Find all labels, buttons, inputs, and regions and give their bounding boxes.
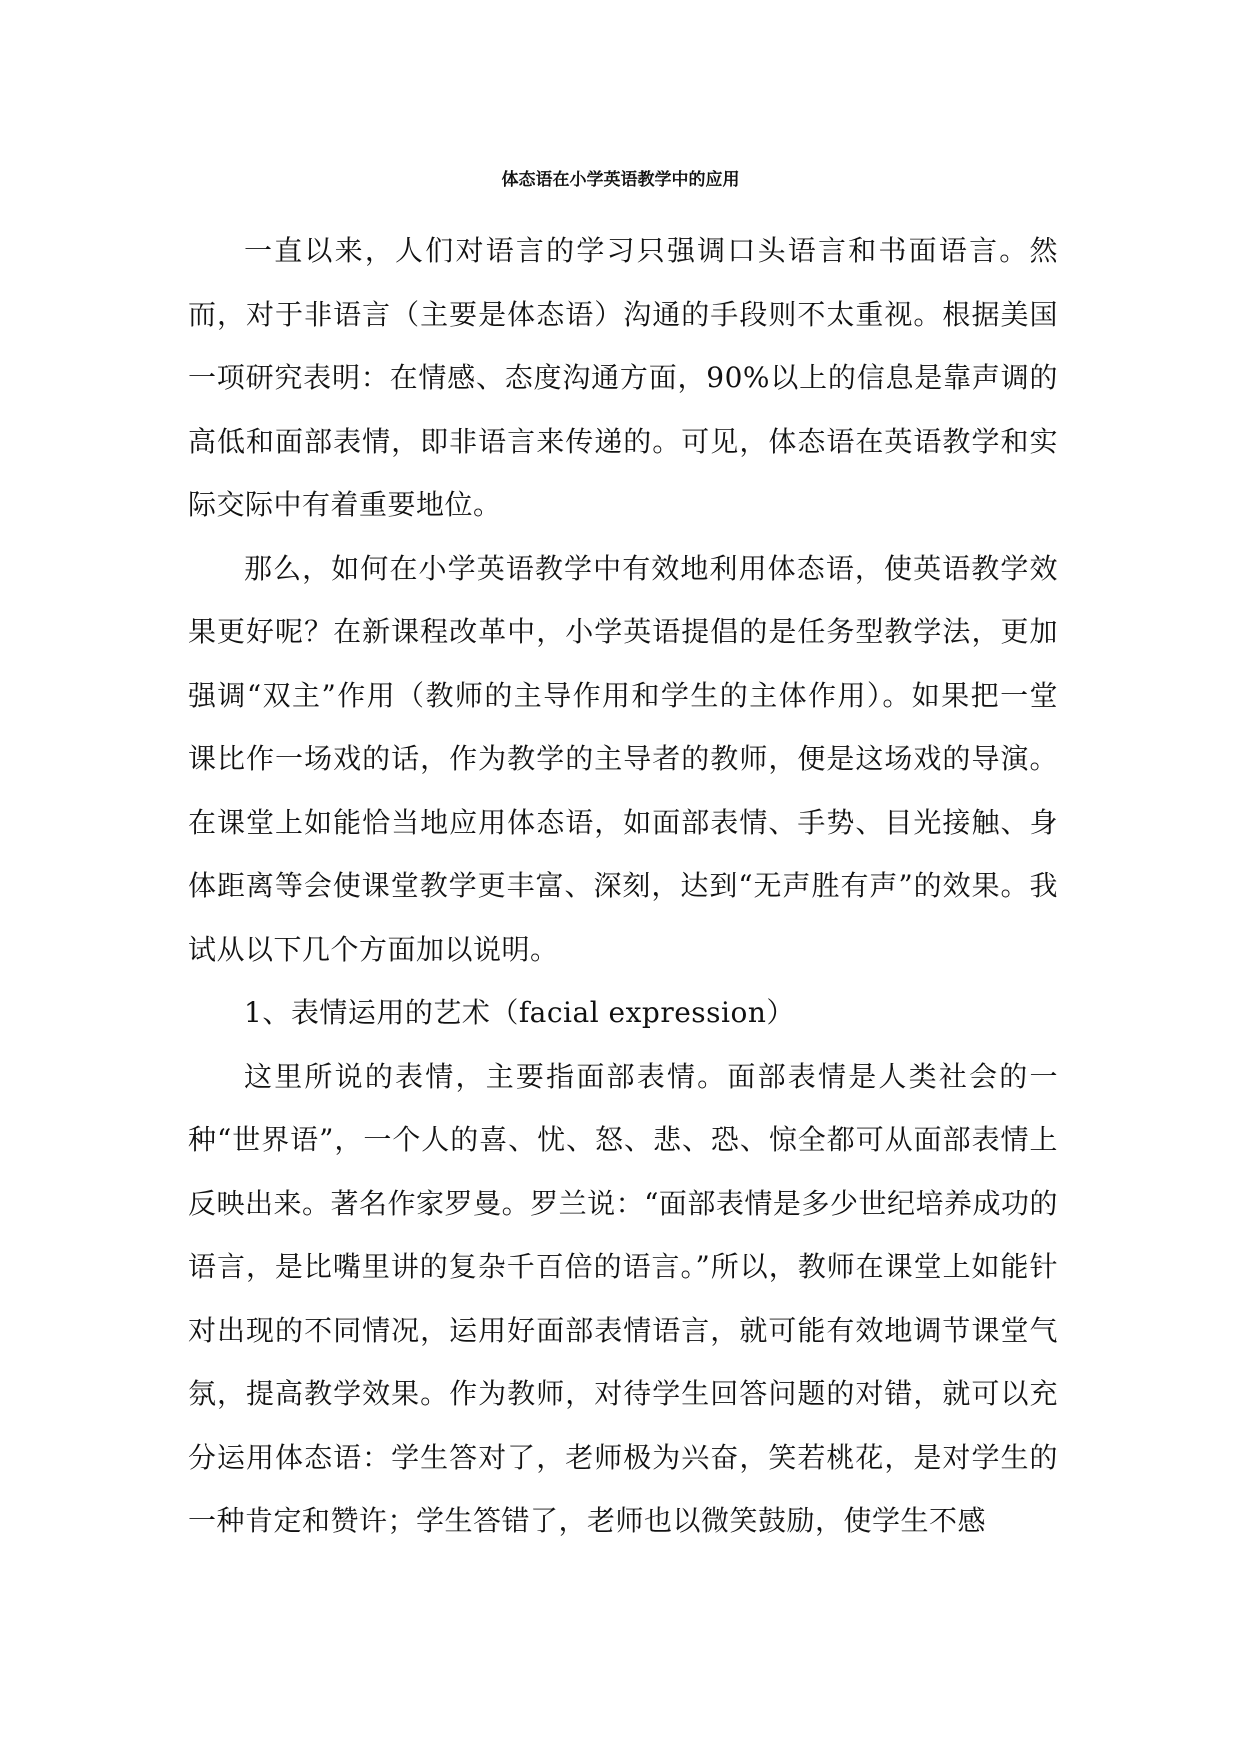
paragraph-facial-expression: 这里所说的表情，主要指面部表情。面部表情是人类社会的一种“世界语”，一个人的喜、忧、怒、悲、恐、惊全都可从面部表情上反映出来。著名作家罗曼。罗兰说：“面部表情是多少世纪培养成功的语言，是比嘴里讲的复杂千百倍的语言。”所以，教师在课堂上如能针对出现的不同情况，运用好面部表情语言，就可能有效地调节课堂气氛，提高教学效果。作为教师，对待学生回答问题的对错，就可以充分运用体态语：学生答对了，老师极为兴奋，笑若桃花，是对学生的一种肯定和赞许；学生答错了，老师也以微笑鼓励，使学生不感	[188, 1059, 1058, 1537]
section-heading-facial-expression: 1、表情运用的艺术（facial expression）	[244, 996, 795, 1029]
page-title: 体态语在小学英语教学中的应用	[501, 170, 740, 190]
paragraph-intro: 一直以来，人们对语言的学习只强调口头语言和书面语言。然而，对于非语言（主要是体态语）沟通的手段则不太重视。根据美国一项研究表明：在情感、态度沟通方面，90%以上的信息是靠声调的高低和面部表情，即非语言来传递的。可见，体态语在英语教学和实际交际中有着重要地位。	[188, 234, 1058, 521]
paragraph-approach: 那么，如何在小学英语教学中有效地利用体态语，使英语教学效果更好呢？在新课程改革中，小学英语提倡的是任务型教学法，更加强调“双主”作用（教师的主导作用和学生的主体作用）。如果把一堂课比作一场戏的话，作为教学的主导者的教师，便是这场戏的导演。在课堂上如能恰当地应用体态语，如面部表情、手势、目光接触、身体距离等会使课堂教学更丰富、深刻，达到“无声胜有声”的效果。我试从以下几个方面加以说明。	[188, 551, 1058, 966]
document-body	[188, 219, 1058, 1553]
